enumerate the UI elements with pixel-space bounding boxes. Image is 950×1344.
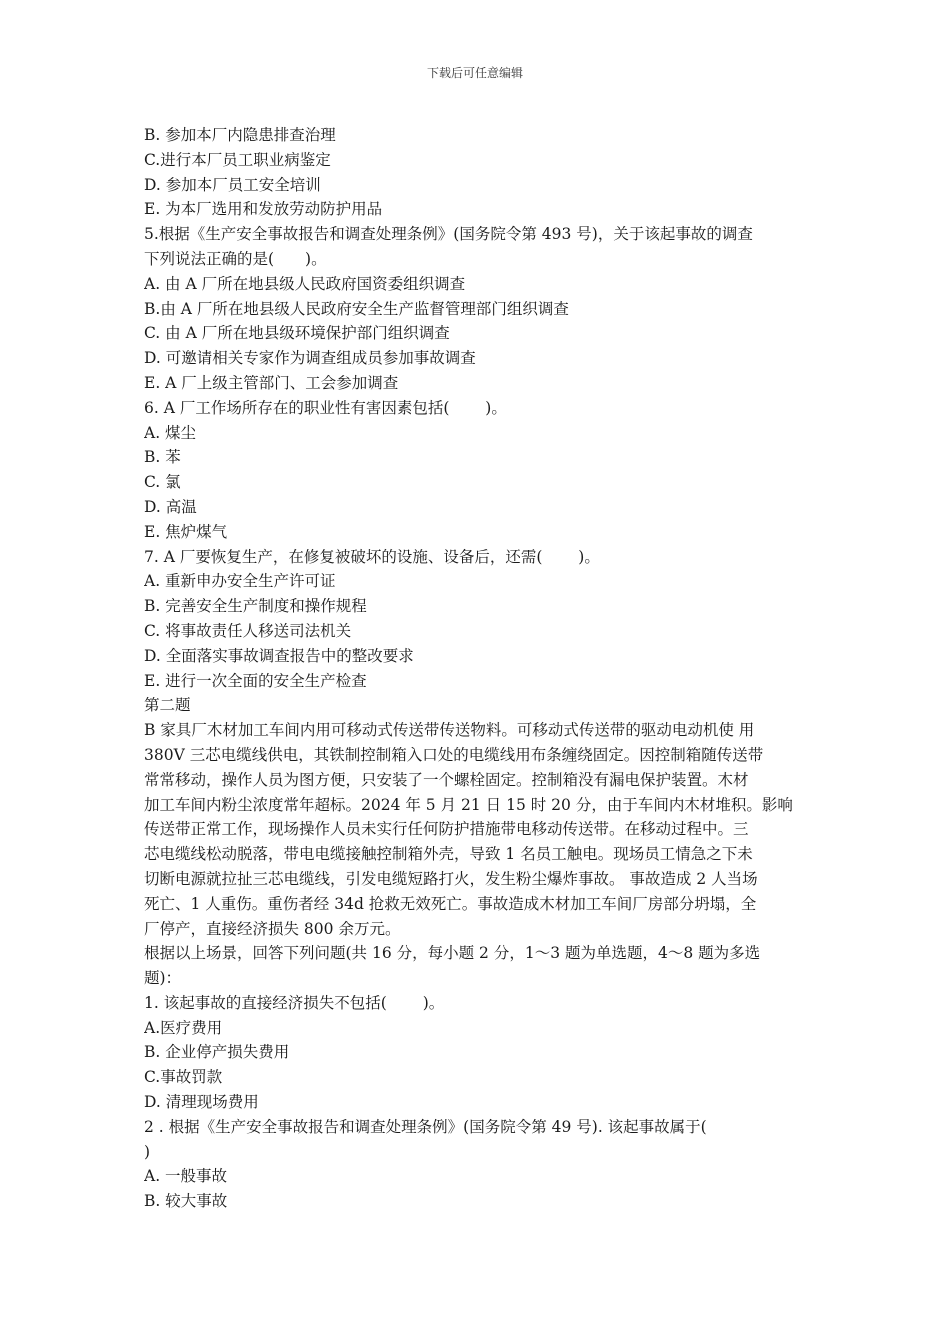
text-line: C.事故罚款 bbox=[144, 1068, 223, 1087]
text-line: ) bbox=[144, 1142, 151, 1161]
text-line: 常常移动，操作人员为图方便，只安装了一个螺栓固定。控制箱没有漏电保护装置。木材 bbox=[144, 770, 749, 789]
text-line: 厂停产，直接经济损失 800 余万元。 bbox=[144, 919, 401, 938]
text-line: D. 全面落实事故调查报告中的整改要求 bbox=[144, 646, 414, 665]
text-line: B. 完善安全生产制度和操作规程 bbox=[144, 597, 367, 616]
text-line: B. 参加本厂内隐患排查治理 bbox=[144, 126, 336, 144]
text-line: D. 可邀请相关专家作为调查组成员参加事故调查 bbox=[144, 349, 476, 368]
text-line: 2 . 根据《生产安全事故报告和调查处理条例》(国务院令第 49 号). 该起事故属于( bbox=[144, 1117, 707, 1136]
text-line: C. 氯 bbox=[144, 473, 181, 492]
document-body bbox=[144, 123, 810, 1214]
text-line: E. 为本厂选用和发放劳动防护用品 bbox=[144, 200, 383, 219]
text-line: E. 进行一次全面的安全生产检查 bbox=[144, 671, 367, 690]
text-line: 传送带正常工作，现场操作人员未实行任何防护措施带电移动传送带。在移动过程中。三 bbox=[144, 820, 749, 839]
text-line: B. 企业停产损失费用 bbox=[144, 1043, 290, 1062]
text-line: B. 苯 bbox=[144, 448, 181, 467]
text-line: C.进行本厂员工职业病鉴定 bbox=[144, 150, 331, 169]
text-line: E. 焦炉煤气 bbox=[144, 522, 228, 541]
text-line: 切断电源就拉扯三芯电缆线，引发电缆短路打火，发生粉尘爆炸事故。 事故造成 2 人当场 bbox=[144, 869, 758, 888]
text-line: 7. A 厂要恢复生产，在修复被破坏的设施、设备后，还需( )。 bbox=[144, 547, 600, 566]
text-line: D. 参加本厂员工安全培训 bbox=[144, 175, 321, 194]
text-line: B. 较大事故 bbox=[144, 1192, 228, 1211]
text-line: A. 煤尘 bbox=[144, 423, 197, 442]
page-header: 下载后可任意编辑 bbox=[426, 66, 523, 80]
text-line: A. 重新申办安全生产许可证 bbox=[144, 572, 336, 591]
text-line: D. 高温 bbox=[144, 497, 197, 516]
text-line: 1. 该起事故的直接经济损失不包括( )。 bbox=[144, 993, 445, 1012]
text-line: 5.根据《生产安全事故报告和调查处理条例》(国务院令第 493 号)，关于该起事故的调查 bbox=[144, 225, 753, 244]
text-line: B 家具厂木材加工车间内用可移动式传送带传送物料。可移动式传送带的驱动电动机使 用 bbox=[144, 721, 755, 740]
text-line: 第二题 bbox=[144, 696, 191, 715]
text-line: 根据以上场景，回答下列问题(共 16 分，每小题 2 分，1～3 题为单选题，4～8 题为多选 bbox=[144, 944, 761, 963]
text-line: D. 清理现场费用 bbox=[144, 1093, 259, 1112]
text-line: B.由 A 厂所在地县级人民政府安全生产监督管理部门组织调查 bbox=[144, 299, 569, 318]
text-line: E. A 厂上级主管部门、工会参加调查 bbox=[144, 373, 399, 392]
text-line: 死亡、1 人重伤。重伤者经 34d 抢救无效死亡。事故造成木材加工车间厂房部分坍塌，全 bbox=[144, 894, 757, 913]
text-line: A.医疗费用 bbox=[144, 1018, 223, 1037]
text-line: 题)： bbox=[144, 969, 182, 988]
text-line: 6. A 厂工作场所存在的职业性有害因素包括( )。 bbox=[144, 398, 507, 417]
text-line: A. 一般事故 bbox=[144, 1167, 228, 1186]
text-line: C. 将事故责任人移送司法机关 bbox=[144, 621, 352, 640]
text-line: 芯电缆线松动脱落，带电电缆接触控制箱外壳，导致 1 名员工触电。现场员工情急之下未 bbox=[144, 845, 753, 864]
text-line: C. 由 A 厂所在地县级环境保护部门组织调查 bbox=[144, 324, 450, 343]
text-line: 380V 三芯电缆线供电，其铁制控制箱入口处的电缆线用布条缠绕固定。因控制箱随传送带 bbox=[144, 745, 764, 764]
text-line: 下列说法正确的是( )。 bbox=[144, 249, 327, 268]
text-line: 加工车间内粉尘浓度常年超标。2024 年 5 月 21 日 15 时 20 分，由于车间内木材堆积。影响 bbox=[144, 795, 793, 814]
text-line: A. 由 A 厂所在地县级人民政府国资委组织调查 bbox=[144, 274, 466, 293]
